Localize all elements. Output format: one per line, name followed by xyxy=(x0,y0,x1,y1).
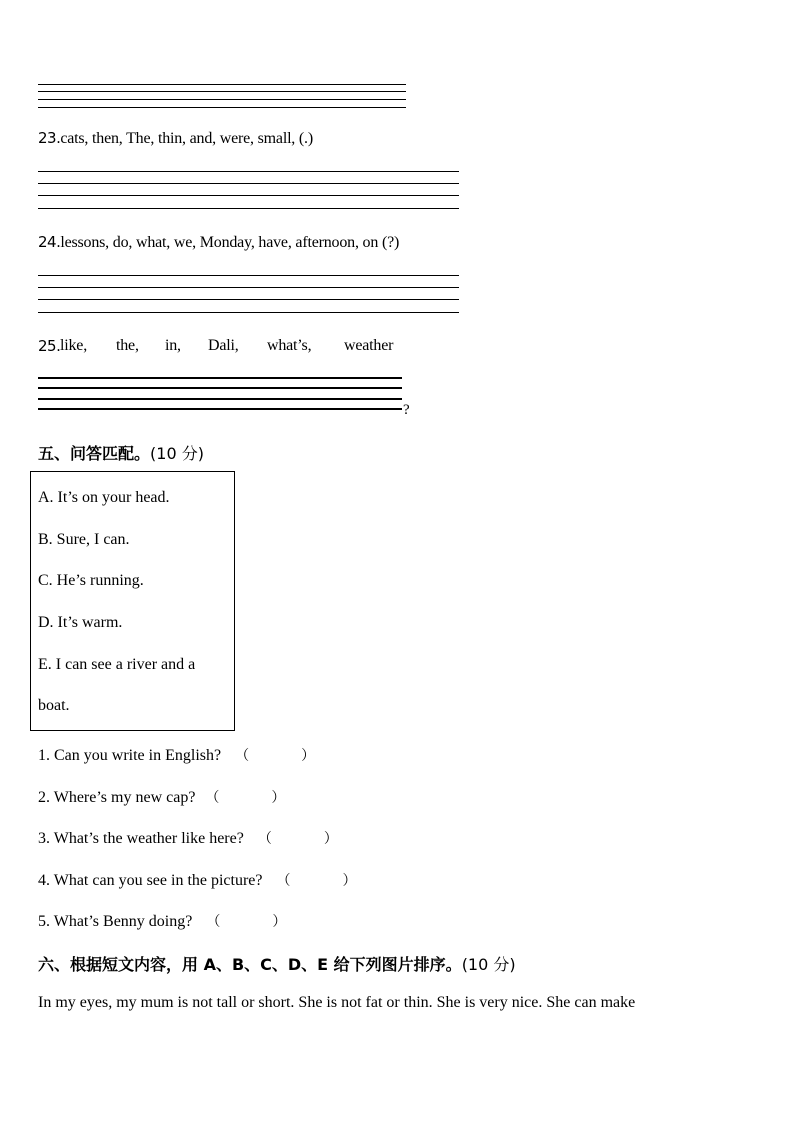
answer-blank[interactable]: （ ） xyxy=(235,748,316,764)
option-d: D. It’s warm. xyxy=(38,614,123,631)
answer-blank[interactable]: （ ） xyxy=(205,790,286,806)
answer-line xyxy=(38,107,406,108)
match-question-5 xyxy=(38,911,286,931)
match-question-4 xyxy=(38,870,357,890)
word: in, xyxy=(165,337,181,354)
word: what’s, xyxy=(267,337,312,354)
option-b: B. Sure, I can. xyxy=(38,531,130,548)
option-e: E. I can see a river and a xyxy=(38,656,196,673)
answer-line xyxy=(38,398,402,400)
options-box xyxy=(30,471,235,731)
answer-blank[interactable]: （ ） xyxy=(206,914,287,930)
answer-line xyxy=(38,287,459,288)
word: Dali, xyxy=(208,337,239,354)
answer-line xyxy=(38,183,459,184)
match-question-3 xyxy=(38,828,338,848)
option-a: A. It’s on your head. xyxy=(38,489,170,506)
question-number: 24. xyxy=(38,233,61,251)
answer-line xyxy=(38,377,402,379)
question-text: 1. Can you write in English? xyxy=(38,747,222,764)
answer-line xyxy=(38,195,459,196)
points: (10 分) xyxy=(461,955,516,974)
section-5-heading xyxy=(38,441,204,464)
answer-blank[interactable]: （ ） xyxy=(257,831,338,847)
answer-line xyxy=(38,84,406,85)
answer-line xyxy=(38,299,459,300)
word: the, xyxy=(116,337,139,354)
answer-line xyxy=(38,275,459,276)
word: weather xyxy=(344,337,394,354)
points: (10 分) xyxy=(150,444,204,463)
q25-end-mark: ? xyxy=(403,402,410,418)
question-text: lessons, do, what, we, Monday, have, afternoon, on (?) xyxy=(60,234,400,251)
question-text: cats, then, The, thin, and, were, small, (.) xyxy=(60,130,313,147)
question-23 xyxy=(38,129,313,148)
heading-text: 五、问答匹配。 xyxy=(38,444,151,463)
match-question-2 xyxy=(38,787,285,807)
answer-line xyxy=(38,387,402,389)
answer-line xyxy=(38,171,459,172)
question-text: 4. What can you see in the picture? xyxy=(38,872,263,889)
question-number: 25. xyxy=(38,337,61,355)
question-24 xyxy=(38,233,399,252)
heading-text: 六、根据短文内容，用 A、B、C、D、E 给下列图片排序。 xyxy=(38,955,462,974)
question-number: 23. xyxy=(38,129,61,147)
option-c: C. He’s running. xyxy=(38,572,144,589)
match-question-1 xyxy=(38,745,315,765)
answer-line xyxy=(38,408,402,410)
reading-passage: In my eyes, my mum is not tall or short. She is not fat or thin. She is very nice. She can make xyxy=(38,994,636,1011)
option-e-continued: boat. xyxy=(38,697,70,714)
answer-blank[interactable]: （ ） xyxy=(276,873,357,889)
question-text: 3. What’s the weather like here? xyxy=(38,830,244,847)
word: like, xyxy=(60,337,87,354)
section-6-heading xyxy=(38,952,516,975)
answer-line xyxy=(38,99,406,100)
answer-line xyxy=(38,208,459,209)
answer-line xyxy=(38,312,459,313)
question-25 xyxy=(38,337,60,356)
answer-line xyxy=(38,91,406,92)
question-text: 2. Where’s my new cap? xyxy=(38,789,196,806)
question-text: 5. What’s Benny doing? xyxy=(38,913,193,930)
